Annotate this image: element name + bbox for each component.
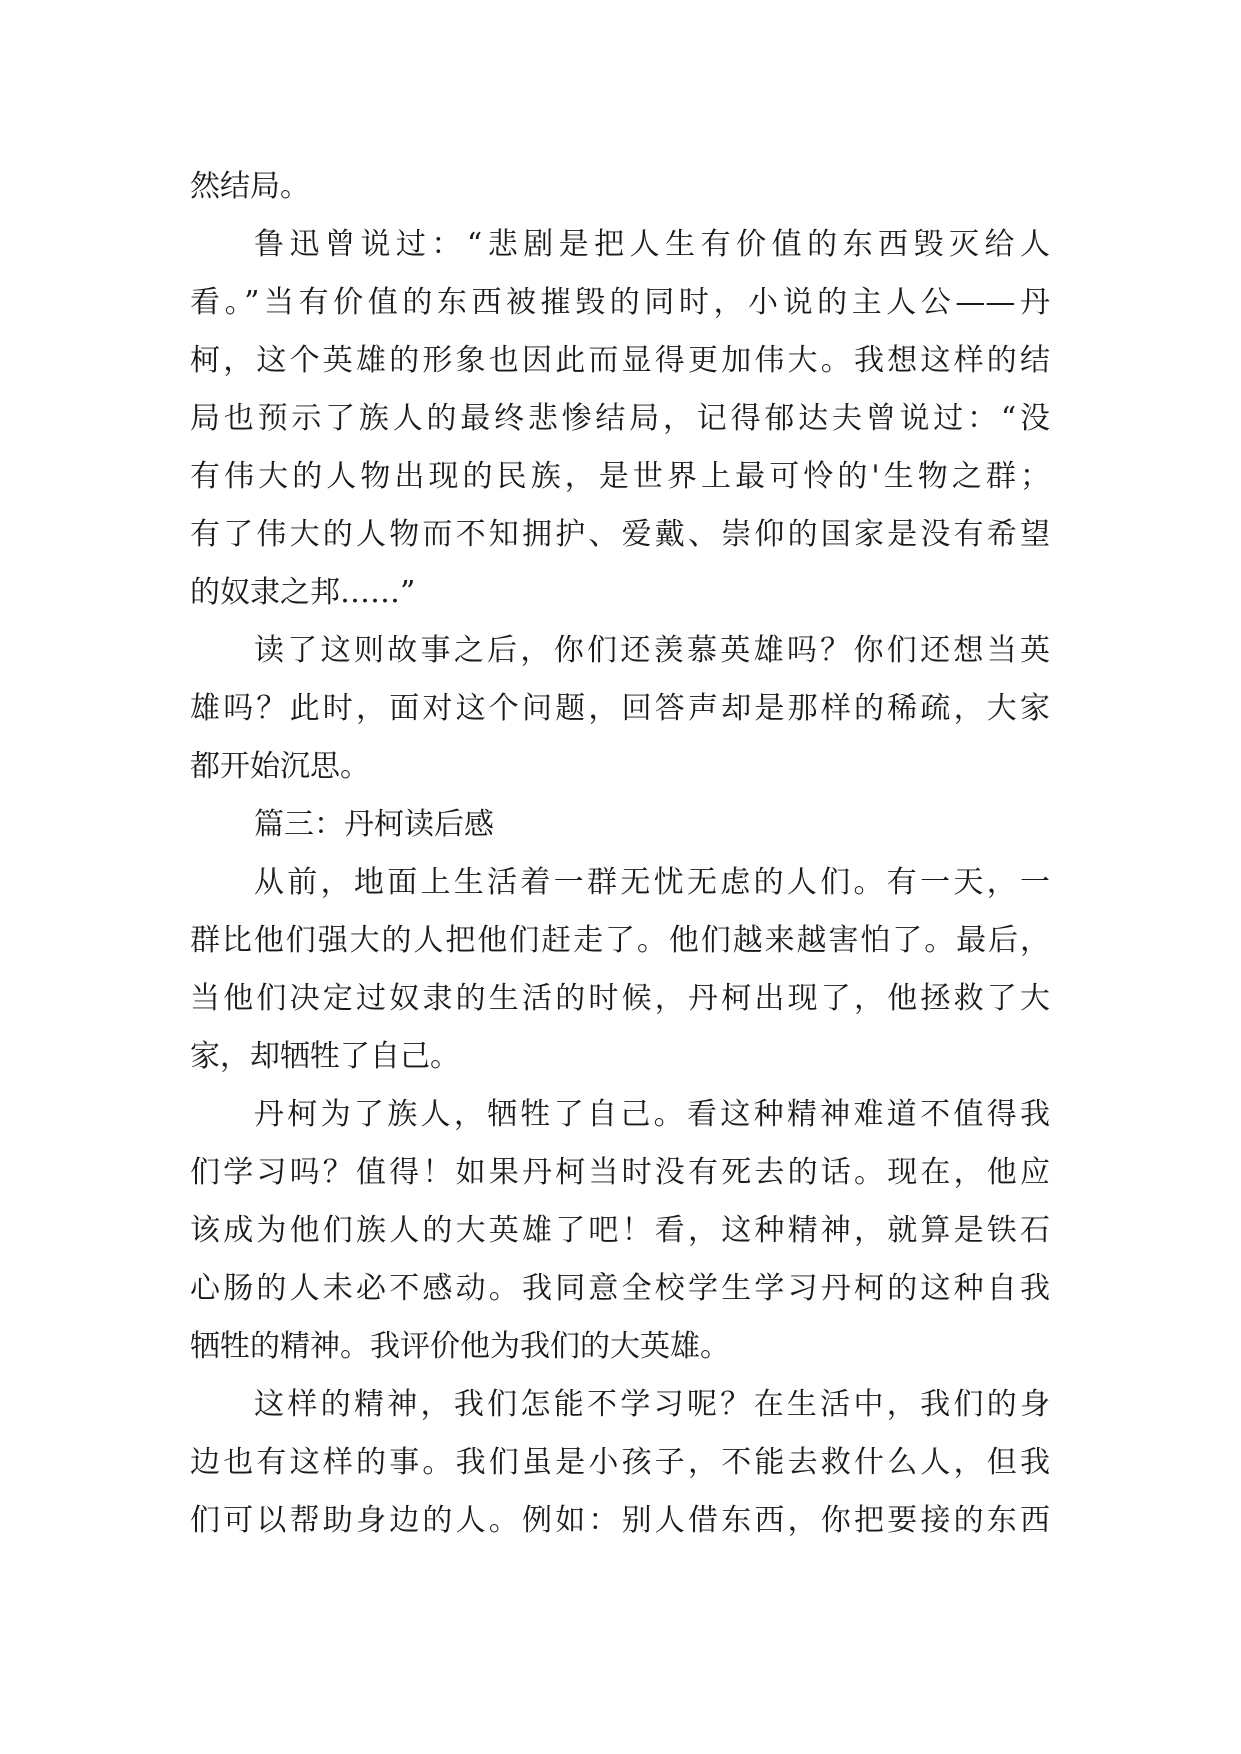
text-line: 们学习吗？值得！如果丹柯当时没有死去的话。现在，他应 — [190, 1155, 1050, 1190]
section-heading: 篇三：丹柯读后感 — [254, 807, 494, 842]
text-line: 家，却牺牲了自己。 — [190, 1039, 460, 1074]
text-line: 丹柯为了族人，牺牲了自己。看这种精神难道不值得我 — [254, 1097, 1050, 1132]
text-line: 然结局。 — [190, 169, 310, 204]
text-line: 牺牲的精神。我评价他为我们的大英雄。 — [190, 1329, 730, 1364]
text-line: 鲁迅曾说过：“悲剧是把人生有价值的东西毁灭给人 — [254, 227, 1050, 262]
text-line: 群比他们强大的人把他们赶走了。他们越来越害怕了。最后， — [190, 923, 1050, 958]
text-line: 看。”当有价值的东西被摧毁的同时，小说的主人公——丹 — [190, 285, 1050, 320]
text-line: 的奴隶之邦……” — [190, 575, 416, 610]
text-line: 心肠的人未必不感动。我同意全校学生学习丹柯的这种自我 — [190, 1271, 1050, 1306]
text-line: 局也预示了族人的最终悲惨结局，记得郁达夫曾说过：“没 — [190, 401, 1050, 436]
text-line: 柯，这个英雄的形象也因此而显得更加伟大。我想这样的结 — [190, 343, 1050, 378]
text-line: 当他们决定过奴隶的生活的时候，丹柯出现了，他拯救了大 — [190, 981, 1050, 1016]
body-text — [190, 158, 1050, 1550]
text-line: 该成为他们族人的大英雄了吧！看，这种精神，就算是铁石 — [190, 1213, 1050, 1248]
text-line: 都开始沉思。 — [190, 749, 370, 784]
text-line: 雄吗？此时，面对这个问题，回答声却是那样的稀疏，大家 — [190, 691, 1050, 726]
text-line: 有了伟大的人物而不知拥护、爱戴、崇仰的国家是没有希望 — [190, 517, 1050, 552]
text-line: 从前，地面上生活着一群无忧无虑的人们。有一天，一 — [254, 865, 1050, 900]
text-line: 有伟大的人物出现的民族，是世界上最可怜的'生物之群； — [190, 459, 1050, 494]
text-line: 们可以帮助身边的人。例如：别人借东西，你把要接的东西 — [190, 1503, 1050, 1538]
text-line: 边也有这样的事。我们虽是小孩子，不能去救什么人，但我 — [190, 1445, 1050, 1480]
text-line: 这样的精神，我们怎能不学习呢？在生活中，我们的身 — [254, 1387, 1050, 1422]
text-line: 读了这则故事之后，你们还羡慕英雄吗？你们还想当英 — [254, 633, 1050, 668]
